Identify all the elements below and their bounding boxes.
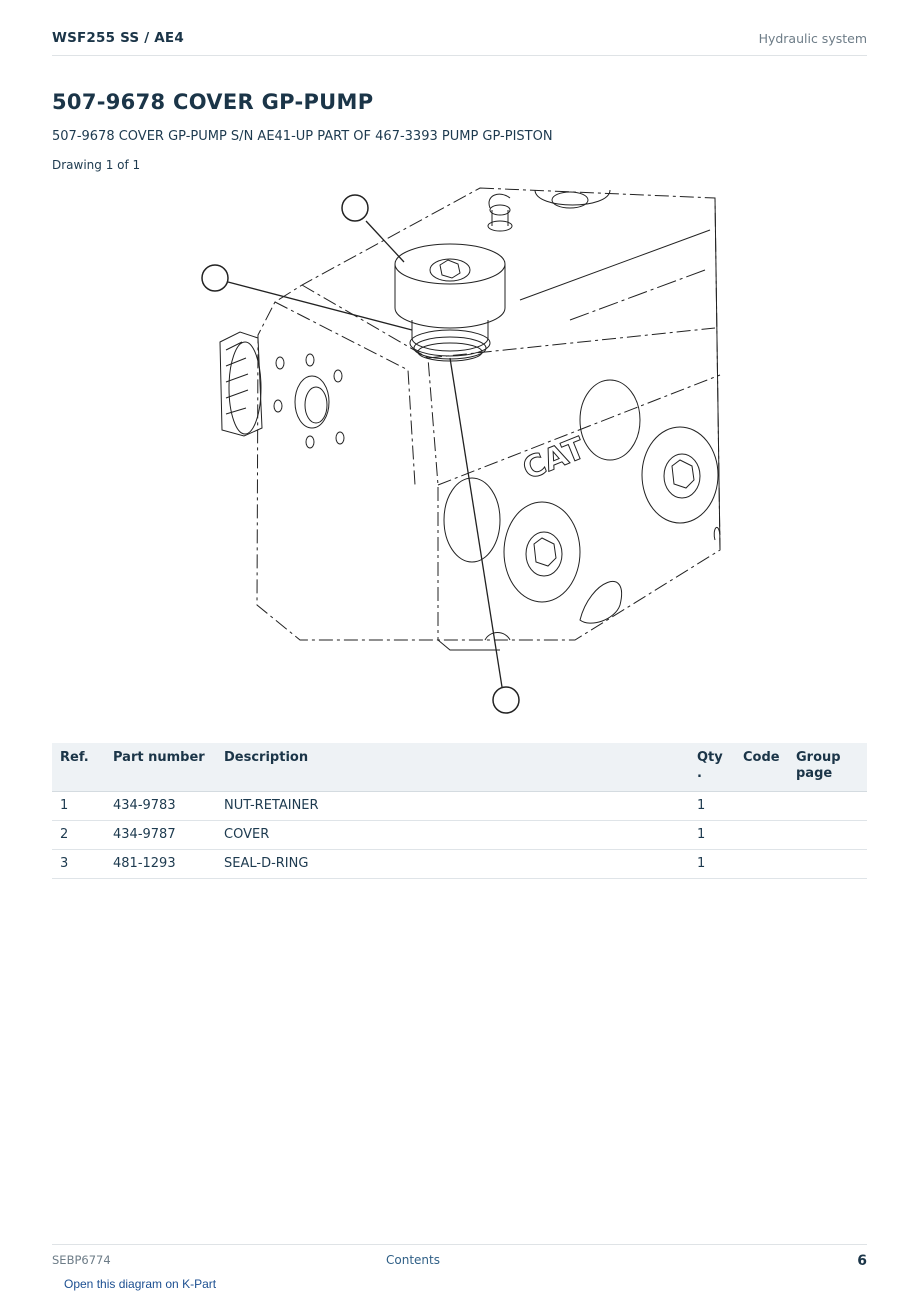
cell-part-number: 434-9783 (105, 792, 216, 821)
cell-part-number: 481-1293 (105, 850, 216, 879)
col-header-group-page: Group page (788, 743, 867, 792)
footer-divider (52, 1244, 867, 1245)
page-subtitle: 507-9678 COVER GP-PUMP S/N AE41-UP PART OF 467-3393 PUMP GP-PISTON (52, 129, 553, 144)
cell-ref: 3 (52, 850, 105, 879)
section-name: Hydraulic system (758, 31, 867, 46)
page-header (52, 28, 867, 56)
page-number: 6 (857, 1253, 867, 1269)
cell-ref: 1 (52, 792, 105, 821)
cell-qty: 1 (689, 850, 735, 879)
cover-cap (395, 244, 505, 361)
callout-bubble-1[interactable] (342, 195, 368, 221)
drawing-label: Drawing 1 of 1 (52, 158, 141, 172)
col-header-description: Description (216, 743, 689, 792)
col-header-part-number: Part number (105, 743, 216, 792)
cell-ref: 2 (52, 821, 105, 850)
cell-qty: 1 (689, 821, 735, 850)
callout-bubble-3[interactable] (493, 687, 519, 713)
cat-logo: CAT (518, 430, 590, 488)
table-row (52, 821, 867, 850)
callout-bubble-2[interactable] (202, 265, 228, 291)
cell-code (735, 850, 788, 879)
cell-part-number: 434-9787 (105, 821, 216, 850)
callout-leaders (228, 221, 502, 687)
table-header-row (52, 743, 867, 792)
contents-link[interactable]: Contents (386, 1253, 440, 1267)
cell-group-page (788, 821, 867, 850)
cell-group-page (788, 792, 867, 821)
machine-model: WSF255 SS / AE4 (52, 30, 184, 46)
parts-table (52, 743, 867, 879)
document-code: SEBP6774 (52, 1253, 111, 1267)
table-row (52, 792, 867, 821)
cell-description: NUT-RETAINER (216, 792, 689, 821)
cell-description: COVER (216, 821, 689, 850)
valve-stem (488, 194, 512, 231)
side-fitting (220, 332, 262, 436)
kpart-diagram-link[interactable]: Open this diagram on K-Part (64, 1277, 217, 1291)
cell-code (735, 792, 788, 821)
col-header-ref: Ref. (52, 743, 105, 792)
page-title: 507-9678 COVER GP-PUMP (52, 90, 374, 114)
cell-description: SEAL-D-RING (216, 850, 689, 879)
table-row (52, 850, 867, 879)
cell-code (735, 821, 788, 850)
cell-qty: 1 (689, 792, 735, 821)
cell-group-page (788, 850, 867, 879)
parts-diagram (150, 180, 770, 725)
col-header-qty: Qty . (689, 743, 735, 792)
col-header-code: Code (735, 743, 788, 792)
